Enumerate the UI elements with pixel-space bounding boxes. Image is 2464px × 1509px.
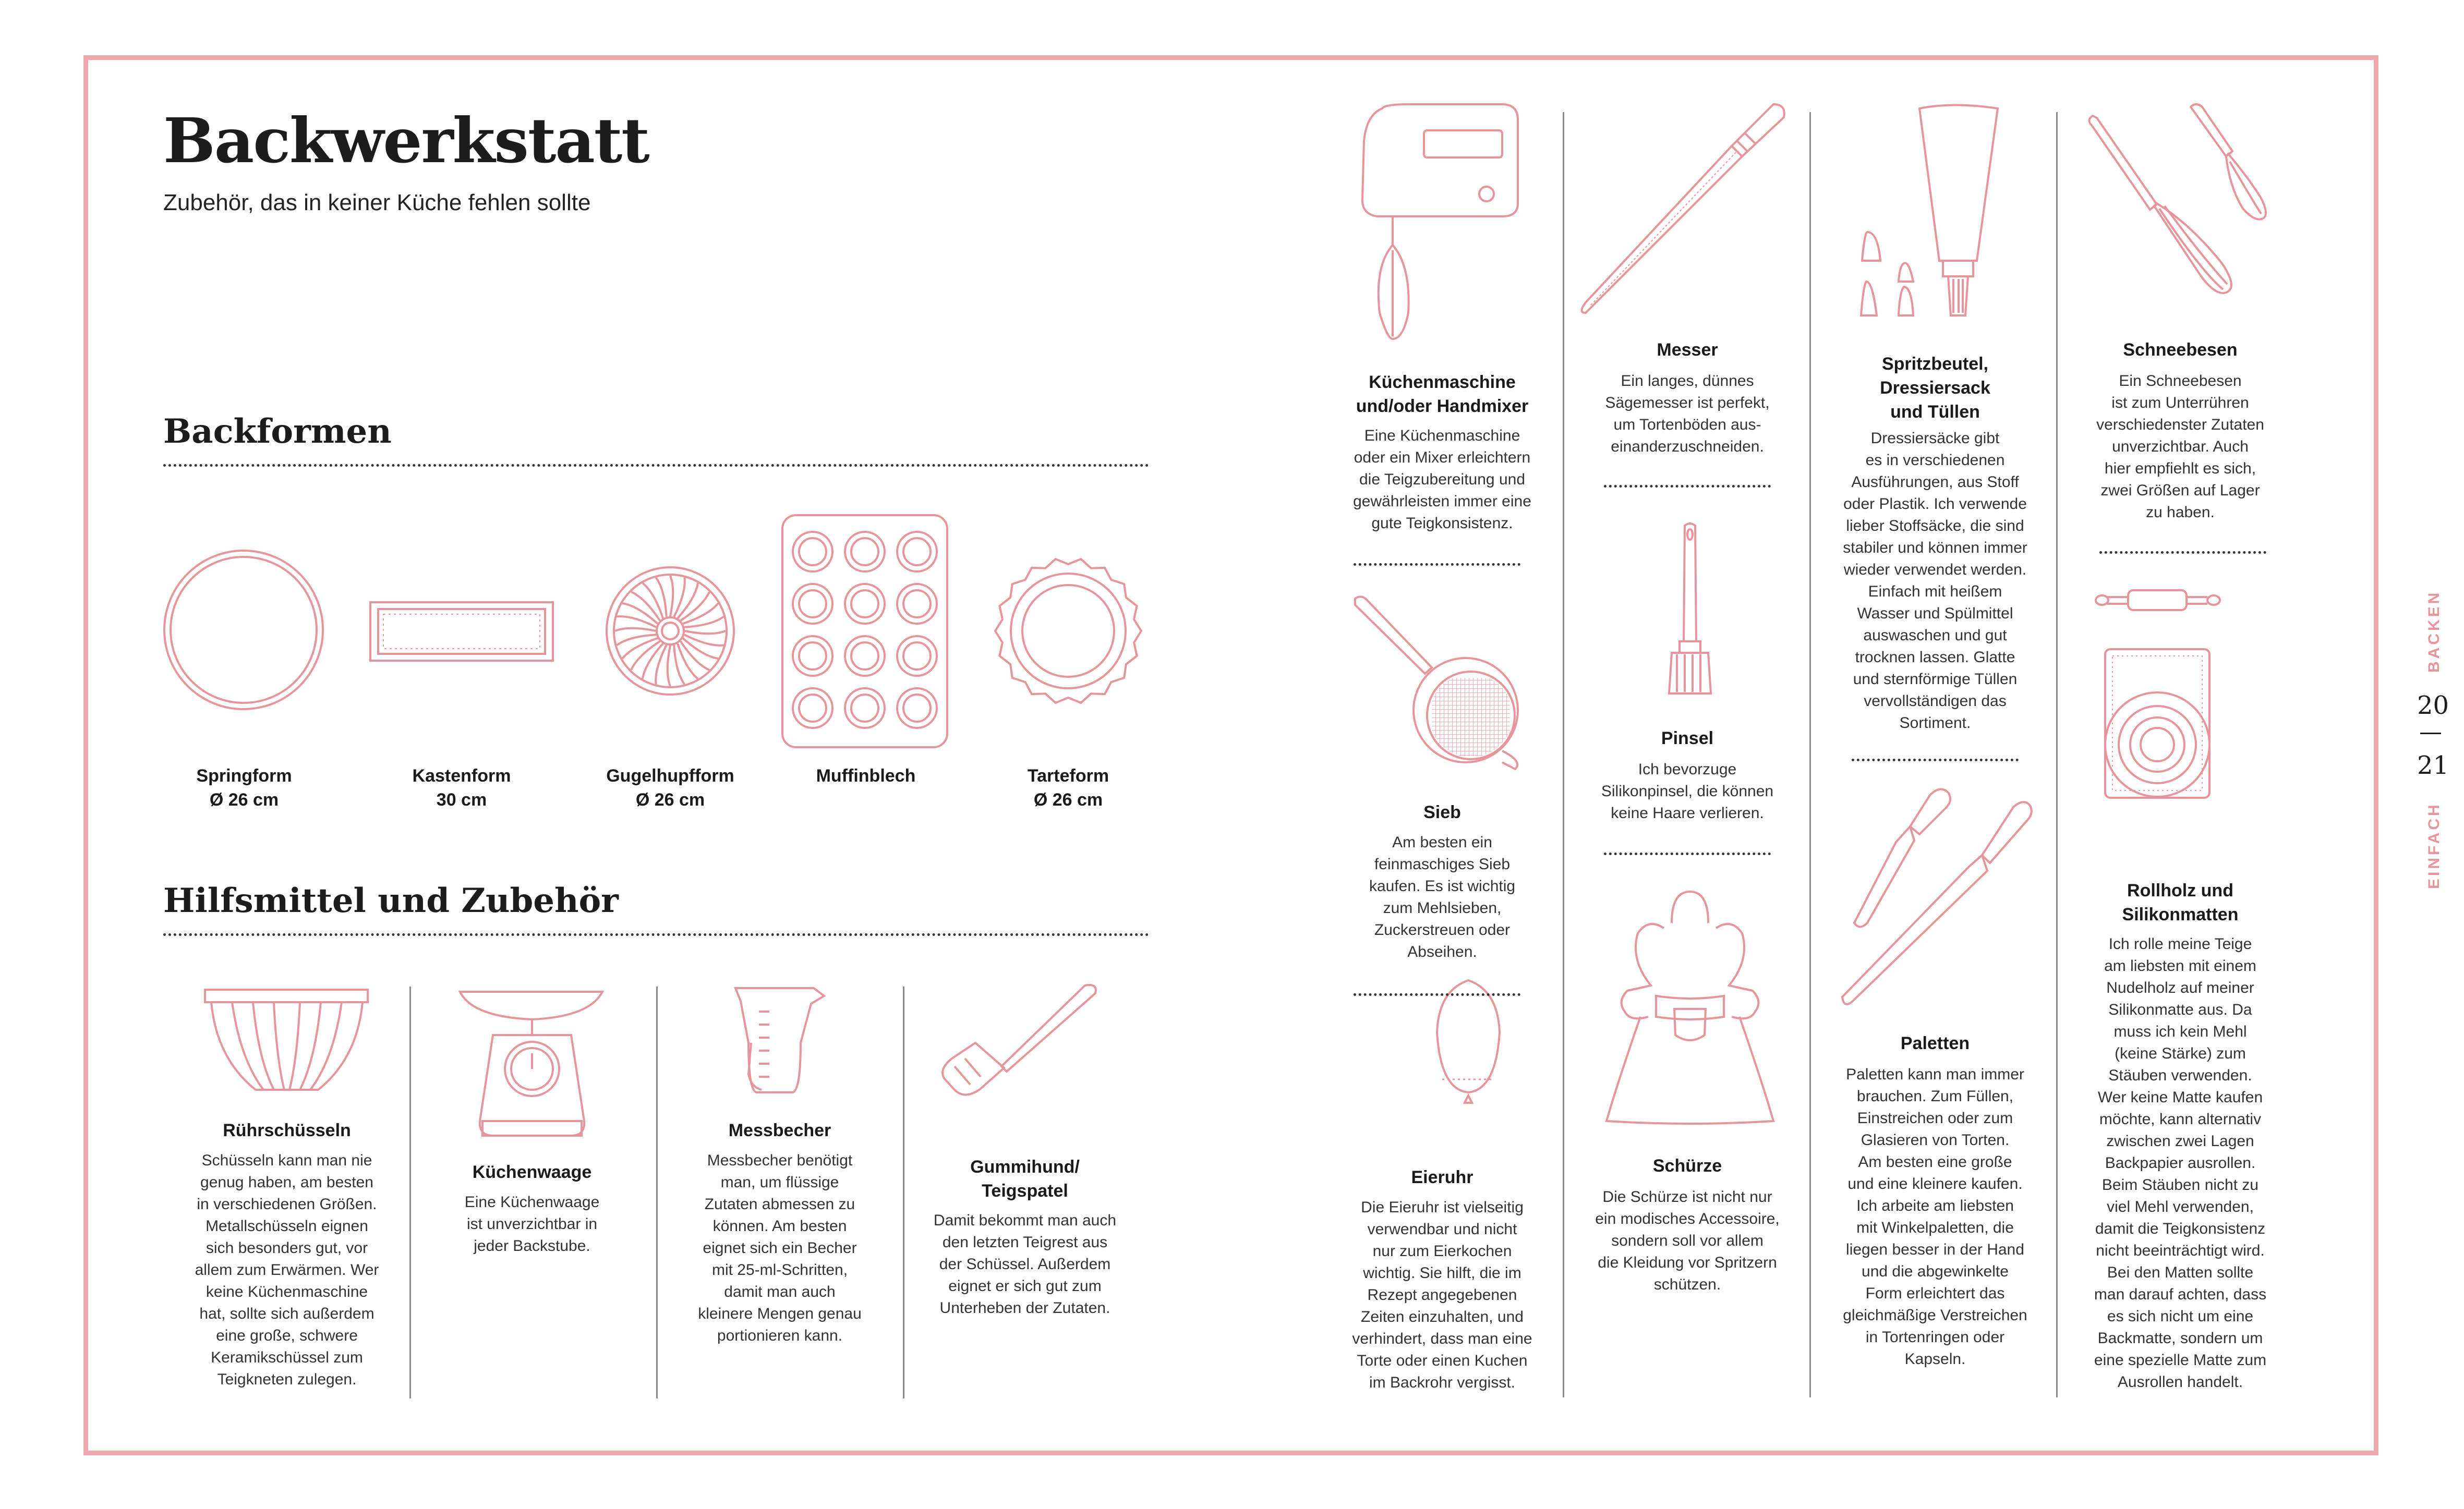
eieruhr-text: Die Eieruhr ist vielseitig verwendbar und nicht nur zum Eierkochen wichtig. Sie hilft, die im Rezept angegebenen Zeiten einzuhalten, und verhindert, dass man eine Torte oder einen Kuchen im Backrohr vergisst. <box>1352 1199 1532 1391</box>
dotted-divider <box>1604 853 1771 855</box>
schuerze-title: Schürze <box>1652 1156 1722 1176</box>
section-heading-backformen: Backformen <box>163 412 392 451</box>
paletten-text: Paletten kann man immer brauchen. Zum Füllen, Einstreichen oder zum Glasieren von Torten. Am besten eine große und eine kleinere kaufen. Ich arbeite am liebsten mit Winkelpaletten, die liegen besser in der Hand und die abgewinkelte Form erleichtert das gleichmäßige Verstreichen in Tortenringen oder Kapseln. <box>1843 1066 2027 1368</box>
messer-title: Messer <box>1657 340 1718 360</box>
spritzbeutel-title: Spritzbeutel, Dressiersack und Tüllen <box>1880 354 1990 422</box>
page-number-right: 21 <box>2417 751 2449 780</box>
messer-text: Ein langes, dünnes Sägemesser ist perfekt, um Tortenböden aus- einanderzuschneiden. <box>1605 372 1770 455</box>
rollholz-icon <box>2096 590 2220 610</box>
sieb-icon <box>1355 597 1518 769</box>
difficulty-label: EINFACH <box>2425 802 2443 889</box>
gummihund-text: Damit bekommt man auch den letzten Teigrest aus der Schüssel. Außerdem eignet er sich gut zum Unterheben der Zutaten. <box>933 1212 1117 1317</box>
page-title: Backwerkstatt <box>163 104 649 177</box>
handmixer-icon <box>1362 104 1518 339</box>
sieb-text: Am besten ein feinmaschiges Sieb kaufen. Es ist wichtig zum Mehlsieben, Zuckerstreuen oder Abseihen. <box>1369 834 1516 960</box>
kuechenwaage-icon <box>460 992 602 1136</box>
messer-icon <box>1582 104 1784 313</box>
schneebesen-text: Ein Schneebesen ist zum Unterrühren verschiedenster Zutaten unverzichtbar. Auch hier empfiehlt es sich, zwei Größen auf Lager zu haben. <box>2096 372 2264 521</box>
gummihund-title: Gummihund/ Teigspatel <box>970 1157 1080 1201</box>
paletten-title: Paletten <box>1900 1033 1970 1053</box>
springform-caption: Springform Ø 26 cm <box>196 766 292 810</box>
ruehrschuesseln-text: Schüsseln kann man nie genug haben, am besten in verschiedenen Größen. Metallschüsseln eignen sich besonders gut, vor allem zum Erwärmen. Wer keine Küchenmaschine hat, sollte sich außerdem eine große, schwere Keramikschüssel zum Teigkneten zulegen. <box>195 1152 379 1388</box>
dotted-divider <box>2099 551 2266 554</box>
pinsel-title: Pinsel <box>1661 728 1714 748</box>
rollholz-text: Ich rolle meine Teige am liebsten mit einem Nudelholz auf meiner Silikonmatte aus. Da muss ich kein Mehl (keine Stärke) zum Stäuben verwenden. Wer keine Matte kaufen möchte, kann alternativ zwischen zwei Lagen Backpapier ausrollen. Beim Stäuben nicht zu viel Mehl verwenden, damit die Teigkonsistenz nicht beeinträchtigt wird. Bei den Matten sollte man darauf achten, dass es sich nicht um eine Backmatte, sondern um eine spezielle Matte zum Ausrollen handelt. <box>2094 935 2267 1391</box>
dotted-divider <box>1604 485 1771 488</box>
spritzbeutel-icon <box>1861 105 1998 316</box>
messbecher-icon <box>735 988 824 1092</box>
kuechenwaage-text: Eine Küchenwaage ist unverzichtbar in jeder Backstube. <box>464 1194 600 1255</box>
schneebesen-icon <box>2089 104 2266 293</box>
handmixer-title: Küchenmaschine und/oder Handmixer <box>1356 372 1529 416</box>
pinsel-text: Ich bevorzuge Silikonpinsel, die können keine Haare verlieren. <box>1601 761 1774 822</box>
muffinblech-caption: Muffinblech <box>816 766 916 786</box>
handmixer-text: Eine Küchenmaschine oder ein Mixer erleichtern die Teigzubereitung und gewährleisten immer eine gute Teigkonsistenz. <box>1353 427 1531 532</box>
teigspatel-icon <box>943 985 1096 1095</box>
gugelhupfform-caption: Gugelhupfform Ø 26 cm <box>606 766 734 810</box>
section-heading-hilfsmittel: Hilfsmittel und Zubehör <box>163 881 619 920</box>
kuechenwaage-title: Küchenwaage <box>472 1162 592 1182</box>
tarteform-caption: Tarteform Ø 26 cm <box>1027 766 1109 810</box>
messbecher-title: Messbecher <box>728 1121 831 1140</box>
page-subtitle: Zubehör, das in keiner Küche fehlen sollte <box>163 190 591 215</box>
rollholz-title: Rollholz und Silikonmatten <box>2122 881 2239 924</box>
schuerze-icon <box>1607 892 1773 1124</box>
sieb-title: Sieb <box>1423 802 1461 822</box>
eieruhr-icon <box>1437 980 1500 1103</box>
page-number-divider <box>2420 733 2441 734</box>
paletten-icon <box>1842 789 2032 1004</box>
messbecher-text: Messbecher benötigt man, um flüssige Zutaten abmessen zu können. Am besten eignet sich ein Becher mit 25-ml-Schritten, damit man auch kleinere Mengen genau portionieren kann. <box>698 1152 862 1344</box>
dotted-divider <box>1852 759 2019 761</box>
ruehrschuessel-icon <box>205 990 368 1090</box>
dotted-divider <box>1354 993 1520 996</box>
silikonmatte-icon <box>2105 649 2209 798</box>
schneebesen-title: Schneebesen <box>2123 340 2238 360</box>
category-label: BACKEN <box>2425 590 2443 673</box>
eieruhr-title: Eieruhr <box>1411 1167 1473 1187</box>
page-number-left: 20 <box>2417 691 2449 720</box>
pinsel-icon <box>1669 524 1711 693</box>
spritzbeutel-text: Dressiersäcke gibt es in verschiedenen Ausführungen, aus Stoff oder Plastik. Ich verwende lieber Stoffsäcke, die sind stabiler und können immer wieder verwendet werden. Einfach mit heißem Wasser und Spülmittel auswaschen und gut trocknen lassen. Glatte und sternförmige Tüllen vervollständigen das Sortiment. <box>1843 430 2027 732</box>
kastenform-caption: Kastenform 30 cm <box>412 766 511 810</box>
schuerze-text: Die Schürze ist nicht nur ein modisches Accessoire, sondern soll vor allem die Kleidung vor Spritzern schützen. <box>1595 1188 1780 1293</box>
ruehrschuesseln-title: Rührschüsseln <box>223 1121 351 1140</box>
dotted-divider <box>1354 563 1520 566</box>
